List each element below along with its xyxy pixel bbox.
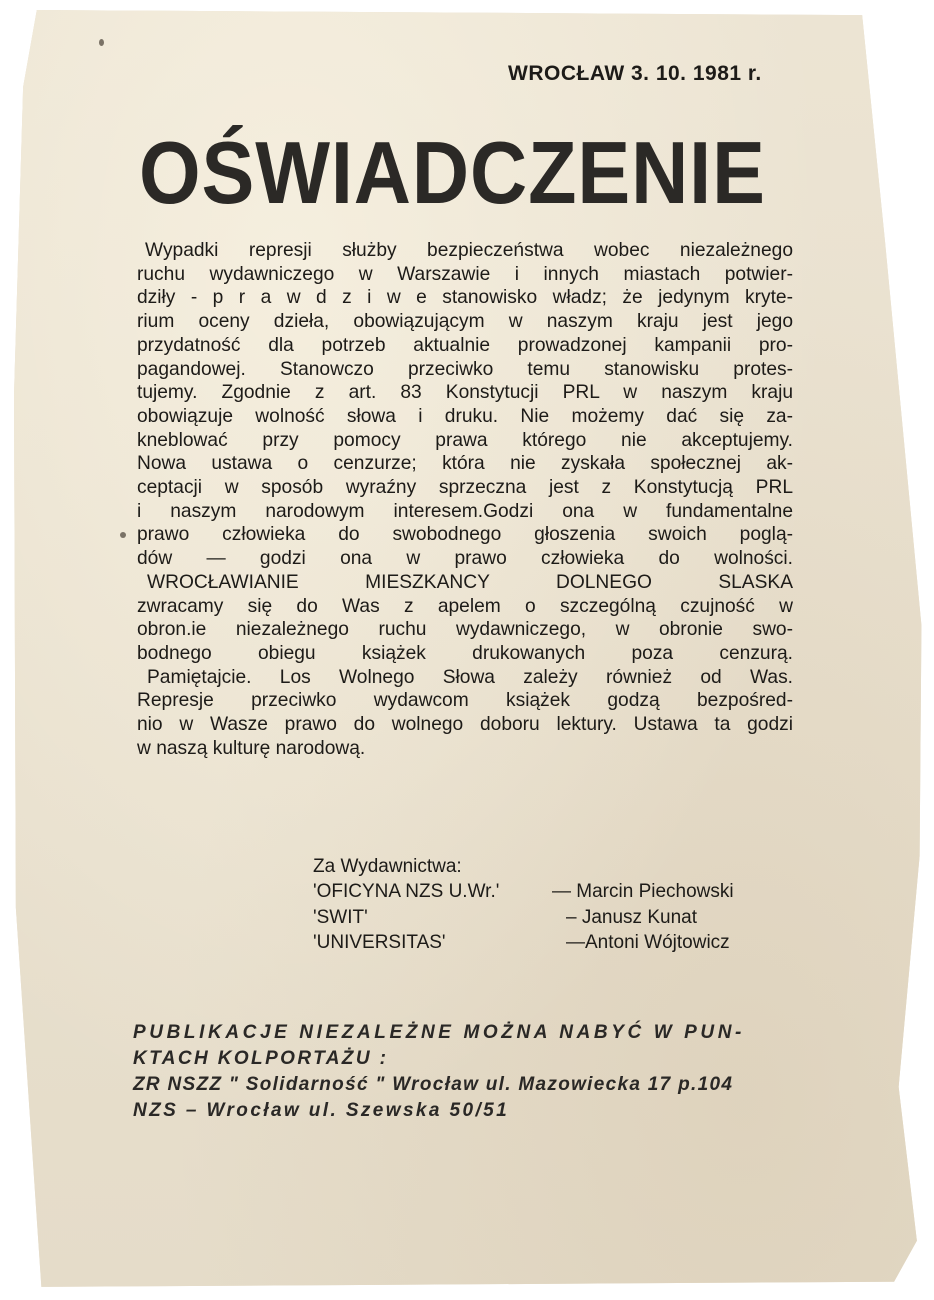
body-line: tujemy. Zgodnie z art. 83 Konstytucji PRL w naszym kraju (137, 382, 793, 404)
signatory-name: — Marcin Piechowski (552, 881, 734, 902)
body-line: Wypadki represji służby bezpieczeństwa wobec niezależnego (145, 240, 793, 261)
publisher-name: 'OFICYNA NZS U.Wr.' (313, 881, 500, 902)
body-line: pagandowej. Stanowczo przeciwko temu stanowisku protes- (137, 358, 793, 380)
notice-line: ZR NSZZ " Solidarność " Wrocław ul. Mazowiecka 17 p.104 (133, 1074, 734, 1095)
publisher-name: 'SWIT' (313, 907, 368, 928)
body-line: Represje przeciwko wydawcom książek godzą bezpośred- (137, 690, 793, 712)
body-line: i naszym narodowym interesem.Godzi ona w fundamentalne (137, 500, 793, 522)
body-line: Pamiętajcie. Los Wolnego Słowa zależy również od Was. (147, 666, 793, 688)
distribution-notice (133, 1020, 745, 1124)
signatory-name: – Janusz Kunat (566, 907, 697, 928)
body-line: zwracamy się do Was z apelem o szczególną czujność w (137, 595, 793, 617)
body-line: prawo człowieka do swobodnego głoszenia swoich poglą- (137, 524, 793, 546)
statement-body (137, 239, 793, 760)
body-line: ruchu wydawniczego w Warszawie i innych miastach potwier- (137, 263, 793, 285)
body-line: WROCŁAWIANIE MIESZKANCY DOLNEGO SLASKA (147, 571, 793, 593)
paper-spot (99, 39, 104, 46)
body-line: kneblować przy pomocy prawa którego nie akceptujemy. (137, 429, 793, 451)
signatures-heading: Za Wydawnictwa: (313, 856, 462, 877)
document-date: WROCŁAW 3. 10. 1981 r. (508, 62, 762, 85)
publisher-name: 'UNIVERSITAS' (313, 932, 446, 953)
signatory-name: —Antoni Wójtowicz (566, 932, 730, 953)
document-title: OŚWIADCZENIE (139, 123, 766, 222)
body-line: dziły - p r a w d z i w e stanowisko władz; że jedynym kryte- (137, 287, 793, 309)
body-line: obron.ie niezależnego ruchu wydawniczego, w obronie swo- (137, 619, 793, 641)
body-line: w naszą kulturę narodową. (137, 737, 366, 759)
body-line: Nowa ustawa o cenzurze; która nie zyskała społecznej ak- (137, 453, 793, 475)
notice-line: PUBLIKACJE NIEZALEŻNE MOŻNA NABYĆ W PUN- (133, 1022, 745, 1043)
body-line: obowiązuje wolność słowa i druku. Nie możemy dać się za- (137, 405, 793, 427)
notice-line: KTACH KOLPORTAŻU : (133, 1048, 389, 1069)
body-line: nio w Wasze prawo do wolnego doboru lektury. Ustawa ta godzi (137, 714, 793, 736)
body-line: przydatność dla potrzeb aktualnie prowadzonej kampanii pro- (137, 334, 793, 356)
notice-line: NZS – Wrocław ul. Szewska 50/51 (133, 1100, 510, 1121)
body-line: dów — godzi ona w prawo człowieka do wolności. (137, 548, 793, 570)
paper-spot (120, 532, 126, 538)
body-line: ceptacji w sposób wyraźny sprzeczna jest z Konstytucją PRL (137, 477, 793, 499)
body-line: rium oceny dzieła, obowiązującym w naszym kraju jest jego (137, 311, 793, 333)
body-line: bodnego obiegu książek drukowanych poza cenzurą. (137, 642, 793, 664)
